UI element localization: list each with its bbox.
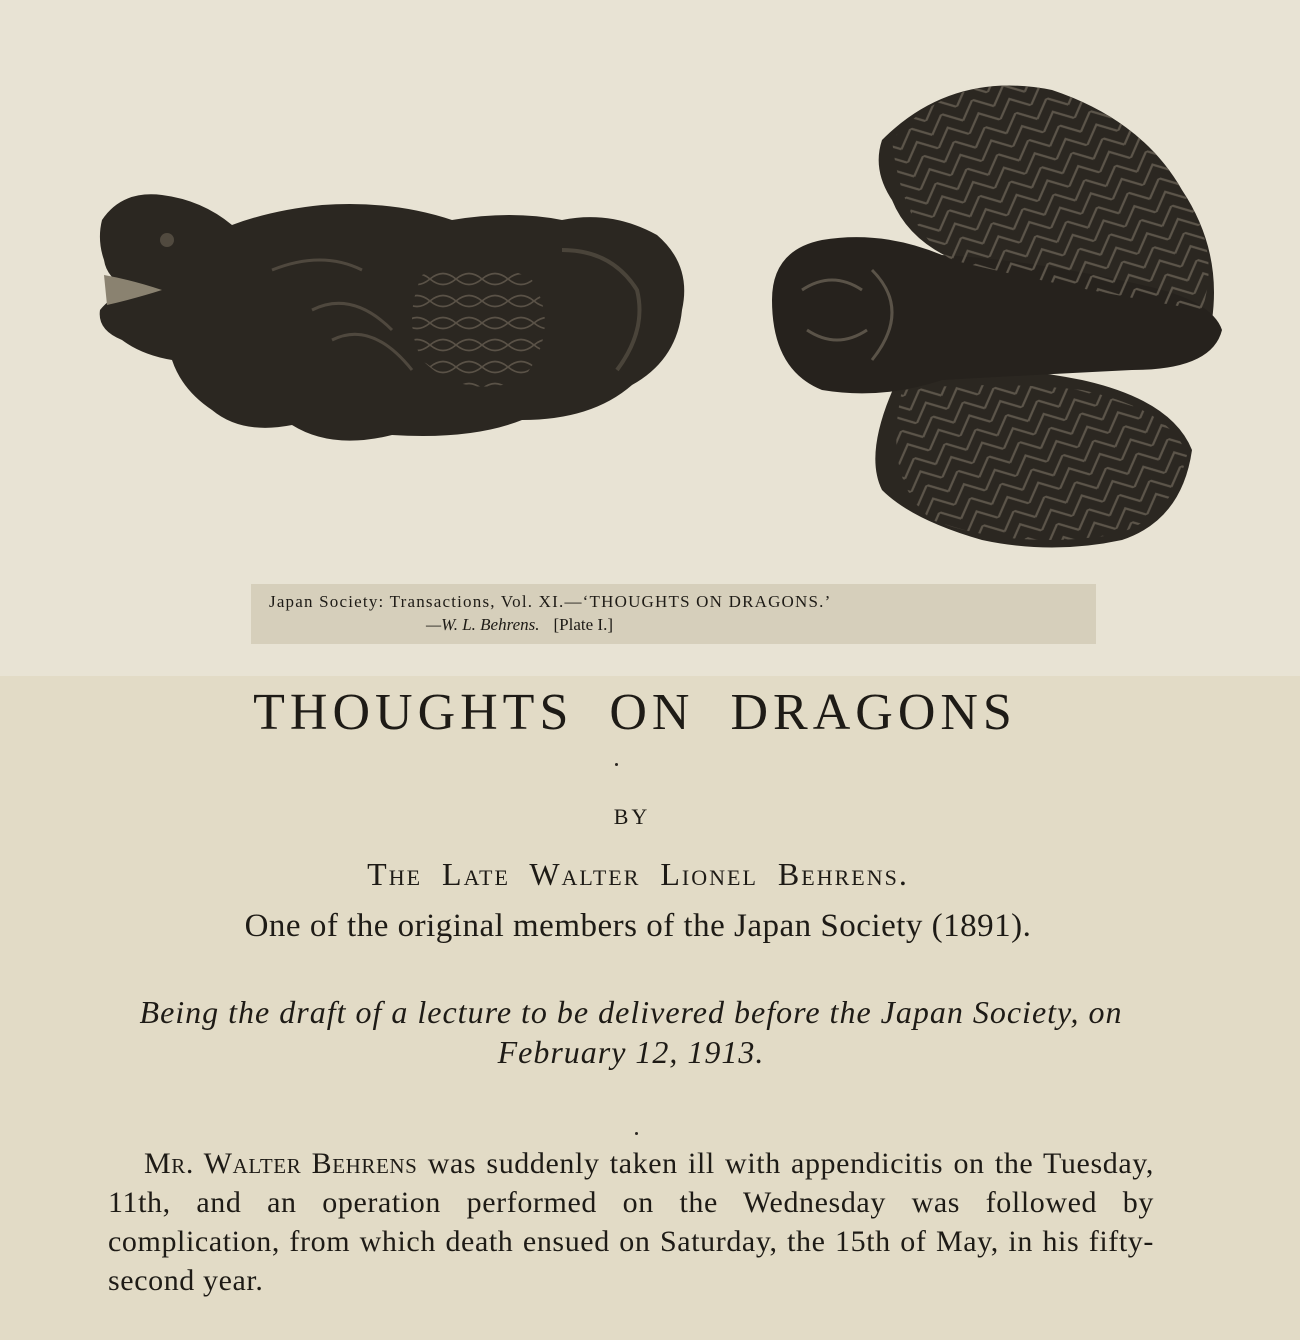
lecture-subtitle: Being the draft of a lecture to be delivered before the Japan Society, on February 12, 1913.	[139, 994, 1123, 1070]
caption-plate-number: [Plate I.]	[553, 615, 613, 634]
dragon-top-image	[752, 70, 1242, 560]
dragon-side-figure	[92, 180, 692, 460]
body-paragraph	[108, 1144, 1154, 1300]
caption-author: —W. L. Behrens.	[426, 615, 540, 634]
print-speck	[615, 763, 618, 766]
caption-title-line: Japan Society: Transactions, Vol. XI.—‘THOUGHTS ON DRAGONS.’	[269, 592, 832, 611]
body-paragraph-text: was suddenly taken ill with appendicitis on the Tuesday, 11th, and an operation performed on the Wednesday was followed by complication, from which death ensued on Saturday, the 15th of May, in his fifty-second year.	[108, 1147, 1154, 1297]
print-speck	[635, 1132, 638, 1135]
article	[0, 676, 1300, 1340]
body-lead-name: Mr. Walter Behrens	[144, 1147, 418, 1180]
plate-caption	[251, 584, 1096, 644]
author-name: The Late Walter Lionel Behrens.	[367, 856, 909, 892]
article-title: THOUGHTS ON DRAGONS	[253, 684, 1017, 741]
membership-note: One of the original members of the Japan Society (1891).	[244, 908, 1032, 944]
dragon-top-figure	[752, 70, 1242, 560]
caption-author-line	[426, 615, 613, 635]
byline: BY	[613, 804, 651, 829]
dragon-side-image	[92, 180, 692, 460]
